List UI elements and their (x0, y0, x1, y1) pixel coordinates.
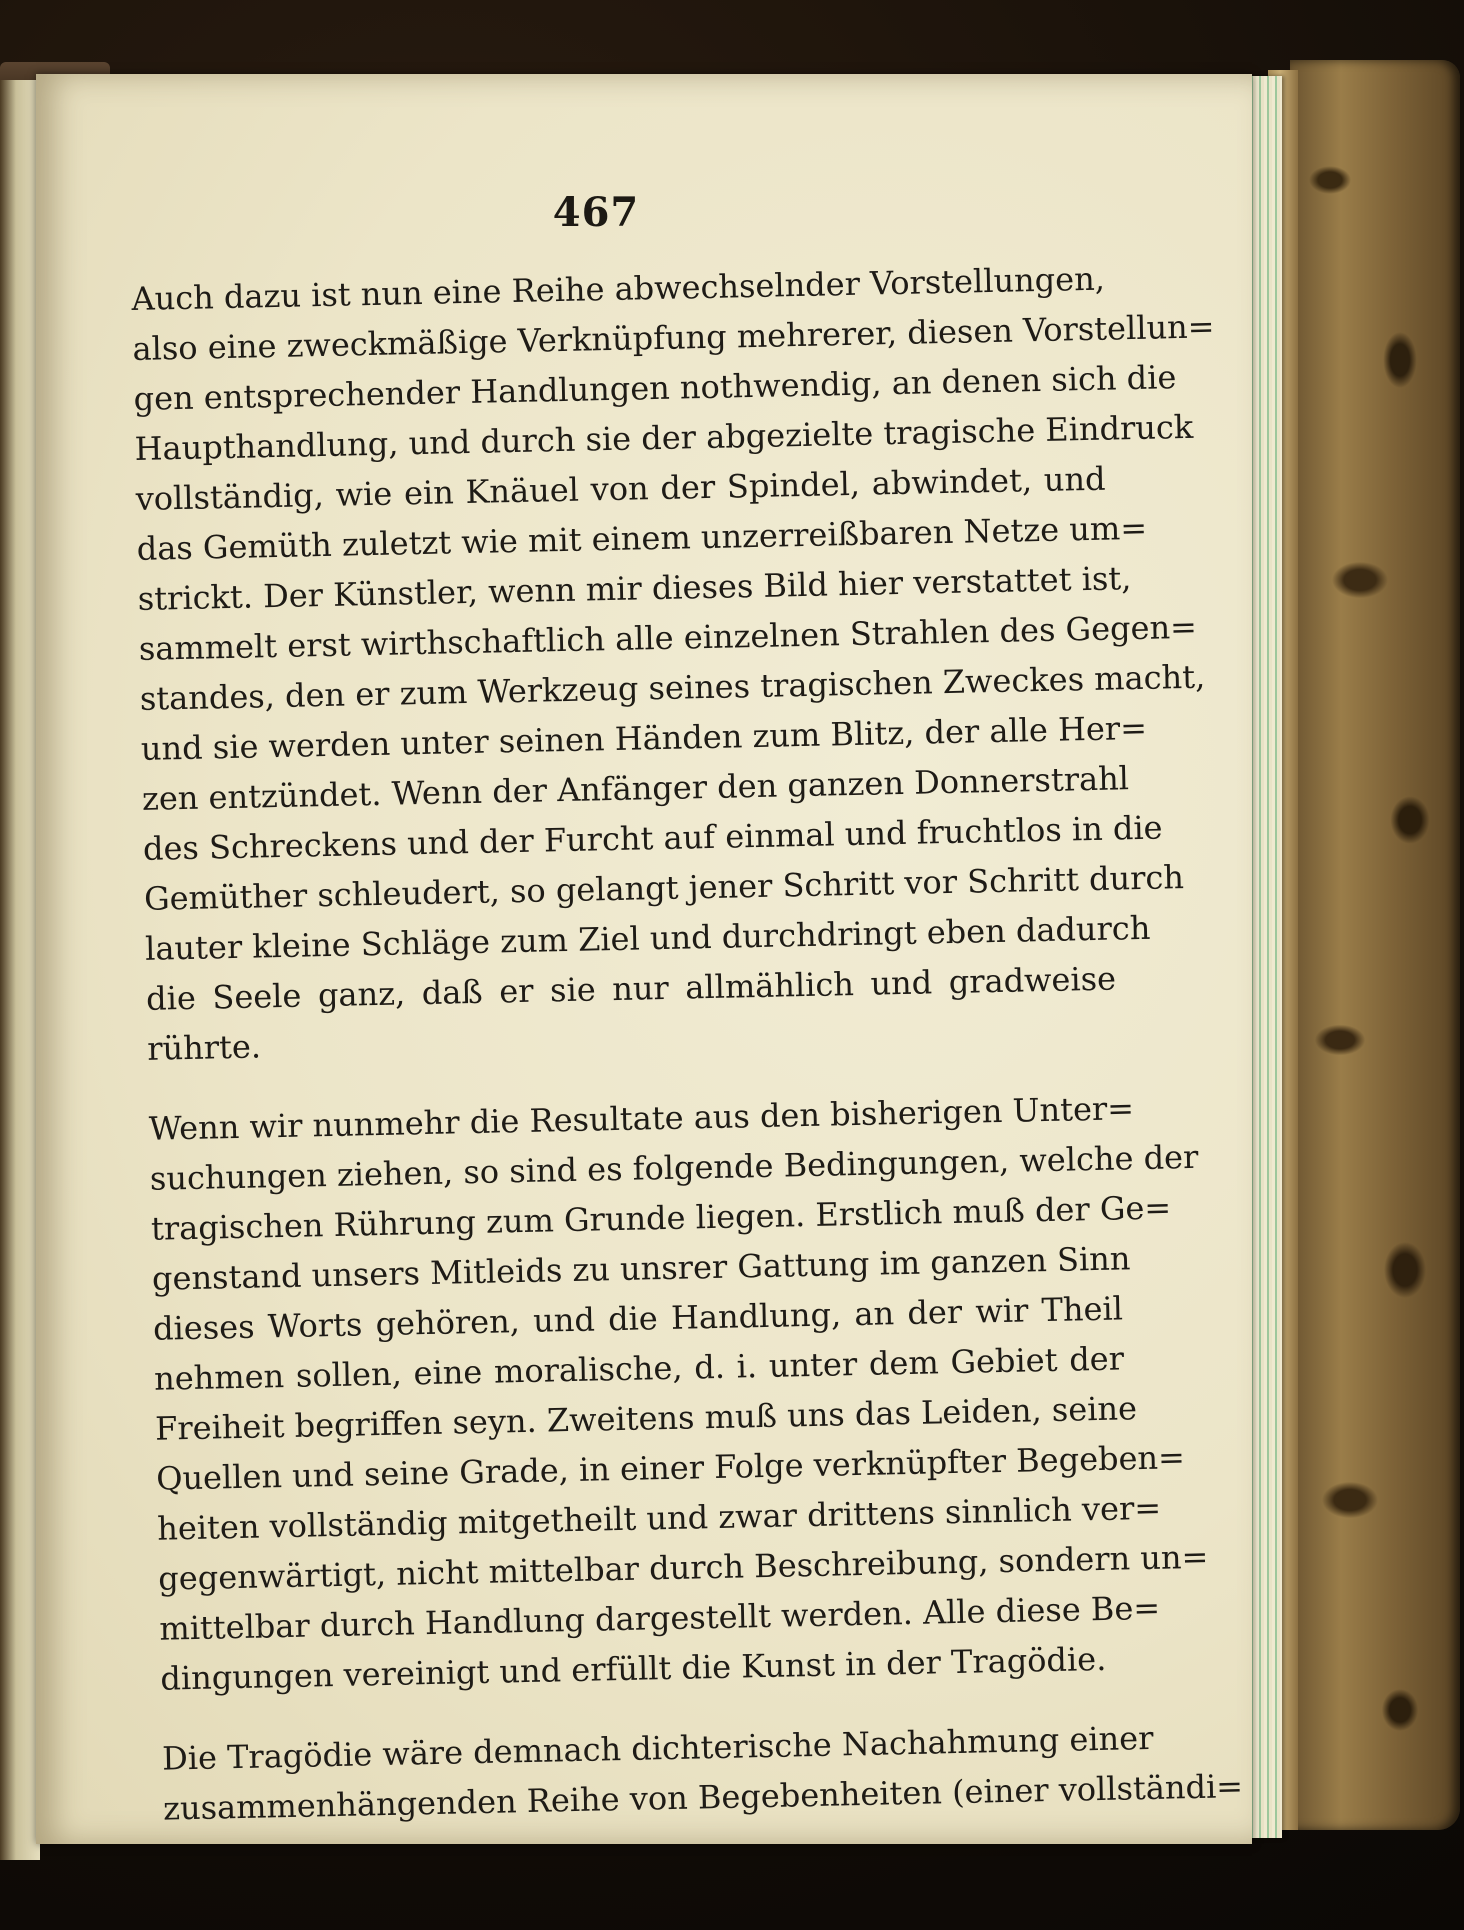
text-line: heiten vollständig mitgetheilt und zwar drittens sinnlich ver= (156, 1488, 1162, 1548)
page-number: 467 (552, 189, 640, 236)
text-line: standes, den er zum Werkzeug seines tragischen Zweckes macht, (139, 657, 1206, 718)
text-line: und sie werden unter seinen Händen zum Blitz, der alle Her= (140, 708, 1148, 768)
book-page (36, 74, 1252, 1844)
paragraph (148, 1084, 1209, 1704)
text-line: nehmen sollen, eine moralische, d. i. unter dem Gebiet der (153, 1339, 1125, 1398)
text-line: Die Tragödie wäre demnach dichterische Nachahmung einer (161, 1718, 1154, 1778)
text-line: genstand unsers Mitleids zu unsrer Gattung im ganzen Sinn (151, 1239, 1131, 1298)
text-line: zusammenhängenden Reihe von Begebenheiten (einer vollständi= (162, 1767, 1244, 1828)
text-line: also eine zweckmäßige Verknüpfung mehrerer, diesen Vorstellun= (132, 307, 1215, 368)
text-line: vollständig, wie ein Knäuel von der Spindel, abwindet, und (135, 459, 1106, 518)
text-line: des Schreckens und der Furcht auf einmal und fruchtlos in die (142, 808, 1163, 868)
text-line: Freiheit begriffen seyn. Zweitens muß uns das Leiden, seine (154, 1389, 1138, 1448)
text-line: strickt. Der Künstler, wenn mir dieses Bild hier verstattet ist, (137, 559, 1132, 618)
text-line: Auch dazu ist nun eine Reihe abwechselnder Vorstellungen, (131, 259, 1106, 318)
paragraph (161, 1713, 1244, 1833)
text-line: gegenwärtigt, nicht mittelbar durch Beschreibung, sondern un= (157, 1537, 1209, 1598)
text-line: Quellen und seine Grade, in einer Folge verknüpfter Begeben= (155, 1438, 1186, 1498)
text-line: das Gemüth zuletzt wie mit einem unzerreißbaren Netze um= (136, 508, 1148, 568)
body-text (131, 254, 1244, 1834)
text-line: lauter kleine Schläge zum Ziel und durchdringt eben dadurch (144, 908, 1151, 968)
text-line: suchungen ziehen, so sind es folgende Bedingungen, welche der (149, 1137, 1199, 1198)
text-line: sammelt erst wirthschaftlich alle einzelnen Strahlen des Gegen= (138, 607, 1198, 668)
text-line: rührte. (146, 1027, 262, 1068)
text-line: Haupthandlung, und durch sie der abgezielte tragische Eindruck (134, 407, 1194, 468)
text-line: Wenn wir nunmehr die Resultate aus den bisherigen Unter= (148, 1089, 1135, 1148)
text-line: Gemüther schleudert, so gelangt jener Schritt vor Schritt durch (143, 858, 1185, 918)
text-line: tragischen Rührung zum Grunde liegen. Erstlich muß der Ge= (150, 1188, 1172, 1248)
text-line: gen entsprechender Handlungen nothwendig, an denen sich die (133, 358, 1177, 418)
left-page-edge (0, 80, 40, 1860)
text-line: mittelbar durch Handlung dargestellt werden. Alle diese Be= (158, 1588, 1161, 1648)
text-line: dingungen vereinigt und erfüllt die Kunst in der Tragödie. (160, 1639, 1107, 1698)
text-line: zen entzündet. Wenn der Anfänger den ganzen Donnerstrahl (141, 759, 1130, 818)
text-line: dieses Worts gehören, und die Handlung, an der wir Theil (152, 1289, 1124, 1348)
page-stack-edges (1248, 76, 1282, 1838)
marbled-back-cover (1290, 60, 1460, 1830)
text-line: die Seele ganz, daß er sie nur allmählich und gradweise (145, 959, 1117, 1018)
paragraph (131, 254, 1215, 1074)
